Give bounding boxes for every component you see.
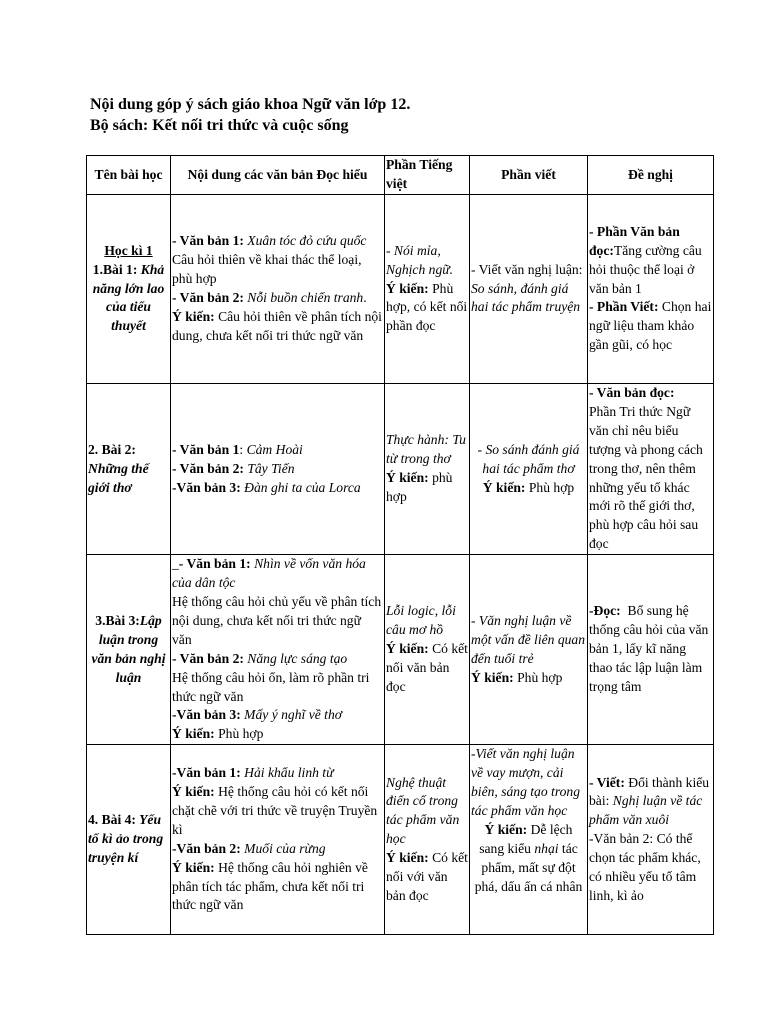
text-title: Năng lực sáng tạo — [243, 650, 348, 666]
opinion-text: Phù hợp — [525, 479, 575, 495]
writing-cell — [470, 745, 588, 935]
text-note: Hệ thống câu hỏi ổn, làm rõ phần tri thức ngữ văn — [172, 669, 370, 704]
document-subtitle: Bộ sách: Kết nối tri thức và cuộc sống — [90, 117, 349, 134]
opinion-text: Phù hợp, có kết nối phần đọc — [386, 280, 468, 334]
text-label: -Văn bản 1: — [172, 765, 241, 781]
opinion-label: Ý kiến: — [484, 821, 528, 837]
lesson-number: 4. Bài 4: — [88, 812, 136, 828]
lesson-cell — [87, 555, 171, 745]
lesson-name: Lập luận trong văn bản nghị luận — [91, 612, 166, 685]
reading-cell — [171, 195, 385, 384]
text-title: Tây Tiến — [247, 460, 295, 476]
topic: - Văn nghị luận về một vấn đề liên quan đến tuổi trẻ — [471, 612, 586, 666]
reading-cell: - Văn bản 1: Cảm Hoài - Văn bản 2: Tây Tiến -Văn bản 3: Đàn ghi ta của Lorca — [171, 384, 385, 555]
writing-cell — [470, 555, 588, 745]
table-header-row — [87, 156, 714, 195]
lesson-number: 3.Bài 3: — [95, 612, 140, 628]
lesson-number: 1.Bài 1: — [92, 261, 138, 277]
header-reading-content: Nội dung các văn bản Đọc hiểu — [171, 156, 385, 195]
table-row — [87, 745, 714, 935]
topic: -Viết văn nghị luận về vay mượn, cải biên, sáng tạo trong tác phẩm văn học — [471, 746, 581, 818]
text-note: Câu hỏi thiên về khai thác thể loại, phù hợp — [172, 252, 362, 287]
proposal-cell — [588, 195, 714, 384]
opinion-emphasis: nhại — [534, 840, 559, 856]
lesson-name: Những thế giới thơ — [88, 460, 149, 495]
text-label: -Văn bản 3: — [172, 707, 241, 723]
text-title: Mấy ý nghĩ về thơ — [240, 707, 342, 723]
proposal-label: -Đọc: — [589, 603, 621, 619]
lesson-number: 2. Bài 2: — [88, 441, 136, 457]
lesson-cell — [87, 745, 171, 935]
proposal-cell — [588, 555, 714, 745]
reading-cell: _- Văn bản 1: Nhìn về vốn văn hóa của dân tộc Hệ thống câu hỏi chủ yếu về phân tích nội dung, chưa kết nối tri thức ngữ văn - Văn bản 2: Năng lực sáng tạo Hệ thống câu hỏi ổn, làm rõ phần tri thức ngữ văn -Văn bản 3: Mấy ý nghĩ về thơ Ý kiến: Phù hợp — [171, 555, 385, 745]
vietnamese-cell — [385, 555, 470, 745]
opinion-label: Ý kiến: — [386, 641, 429, 657]
opinion-label: Ý kiến: — [172, 308, 215, 324]
header-writing: Phần viết — [470, 156, 588, 195]
opinion-text: Dễ lệch sang kiểu — [479, 821, 573, 856]
opinion-text: Hệ thống câu hỏi có kết nối chặt chẽ với tri thức về truyện Truyền kì — [172, 784, 378, 837]
lesson-name: Khả năng lớn lao của tiểu thuyết — [92, 261, 165, 334]
text-label: - Văn bản 1 — [172, 441, 240, 457]
writing-type: - Viết văn nghị luận: — [471, 261, 583, 277]
document-title: Nội dung góp ý sách giáo khoa Ngữ văn lớp 12. — [90, 96, 411, 113]
opinion-text: Phù hợp — [214, 726, 264, 742]
proposal-text: -Văn bản 2: Có thể chọn tác phẩm khác, có nhiều yếu tố tâm linh, kì ảo — [589, 831, 701, 903]
topic: So sánh, đánh giá hai tác phẩm truyện — [471, 280, 581, 315]
proposal-text: Đổi thành kiểu bài: — [589, 774, 710, 809]
vietnamese-cell — [385, 195, 470, 384]
text-label: - Văn bản 2: — [172, 460, 244, 476]
text-label: -Văn bản 2: — [172, 840, 241, 856]
text-label: -Văn bản 3: — [172, 479, 241, 495]
opinion-label: Ý kiến: — [386, 850, 429, 866]
text-title: Đàn ghi ta của Lorca — [244, 479, 361, 495]
vietnamese-cell — [385, 384, 470, 555]
lesson-cell — [87, 195, 171, 384]
table-row — [87, 195, 714, 384]
opinion-text: Hệ thống câu hỏi nghiên về phân tích tác phẩm, chưa kết nối tri thức ngữ văn — [172, 859, 368, 913]
opinion-label: Ý kiến: — [172, 859, 215, 875]
text-title: Nhìn về vốn văn hóa của dân tộc — [172, 556, 366, 591]
topic: Nghệ thuật điển cố trong tác phẩm văn học — [386, 774, 460, 847]
text-label: - Văn bản 1: — [178, 556, 251, 572]
text-label: - Văn bản 2: — [172, 290, 244, 305]
text-title: Hải khẩu linh từ — [240, 765, 334, 781]
text-title: Cảm Hoài — [246, 441, 303, 457]
proposal-emphasis: Nghị luận về tác phẩm văn xuôi — [589, 793, 703, 828]
feedback-table — [86, 155, 714, 935]
proposal-label: - Viết: — [589, 774, 625, 790]
proposal-text: Phần Tri thức Ngữ văn chỉ nêu biểu tượng và phong cách trong thơ, nên thêm những yếu tố khác mới rõ thế giới thơ, phù hợp câu hỏi sau đọc — [589, 403, 703, 552]
text-title: Muối của rừng — [240, 840, 326, 856]
topic: - So sánh đánh giá hai tác phẩm thơ — [477, 441, 580, 476]
opinion-text: tác phẩm, mất sự đột phá, dấu ấn cá nhân — [474, 840, 583, 894]
proposal-text: Chọn hai ngữ liệu tham khảo gần gũi, có học — [589, 299, 712, 353]
text-note: Hệ thống câu hỏi chủ yếu về phân tích nội dung, chưa kết nối tri thức ngữ văn — [172, 593, 382, 647]
proposal-cell — [588, 384, 714, 555]
reading-cell — [171, 745, 385, 935]
opinion-block — [471, 821, 586, 897]
opinion-label: Ý kiến: — [482, 479, 526, 495]
header-proposal: Đề nghị — [588, 156, 714, 195]
proposal-text: Bổ sung hệ thống câu hỏi của văn bản 1, lấy kĩ năng thao tác lập luận làm trọng tâm — [589, 603, 712, 695]
writing-cell — [470, 384, 588, 555]
table-row — [87, 384, 714, 555]
lesson-cell — [87, 384, 171, 555]
opinion-text: Có kết nối với văn bản đọc — [386, 850, 468, 903]
opinion-label: Ý kiến: — [172, 726, 215, 742]
proposal-label: - Phần Văn bản đọc: — [589, 223, 680, 258]
proposal-cell — [588, 745, 714, 935]
text-title: Xuân tóc đỏ cứu quốc — [243, 233, 367, 249]
header-lesson-name: Tên bài học — [87, 156, 171, 195]
proposal-text: Tăng cường câu hỏi thuộc thể loại ở văn bản 1 — [589, 242, 702, 296]
text-label: - Văn bản 2: — [172, 650, 244, 666]
opinion-text: Phù hợp — [513, 669, 563, 685]
opinion-text: Có kết nối văn bản đọc — [386, 641, 468, 695]
writing-cell — [470, 195, 588, 384]
opinion-label: Ý kiến: — [471, 669, 514, 685]
topic: Lỗi logic, lỗi câu mơ hồ — [386, 603, 456, 638]
lesson-name: Yếu tố kì ảo trong truyện kí — [88, 812, 164, 866]
table-row — [87, 555, 714, 745]
term-label: Học kì 1 — [104, 242, 153, 258]
opinion-text: Câu hỏi thiên về phân tích nội dung, chưa kết nối tri thức ngữ văn — [172, 308, 382, 343]
proposal-label: - Văn bản đọc: — [589, 385, 675, 400]
topic: Thực hành: Tu từ trong thơ — [386, 432, 466, 467]
text-label: - Văn bản 1: — [172, 233, 244, 249]
proposal-label: - Phần Viết: — [589, 299, 659, 315]
opinion-text: phù hợp — [386, 470, 453, 504]
opinion-label: Ý kiến: — [172, 784, 215, 799]
text-punct: . — [363, 290, 367, 305]
header-vietnamese: Phần Tiếng việt — [385, 156, 470, 195]
topic: - Nói mỉa, Nghịch ngữ. — [386, 242, 454, 277]
text-title: Nỗi buồn chiến tranh — [243, 290, 364, 305]
opinion-label: Ý kiến: — [386, 280, 429, 296]
opinion-label: Ý kiến: — [386, 470, 429, 486]
vietnamese-cell — [385, 745, 470, 935]
